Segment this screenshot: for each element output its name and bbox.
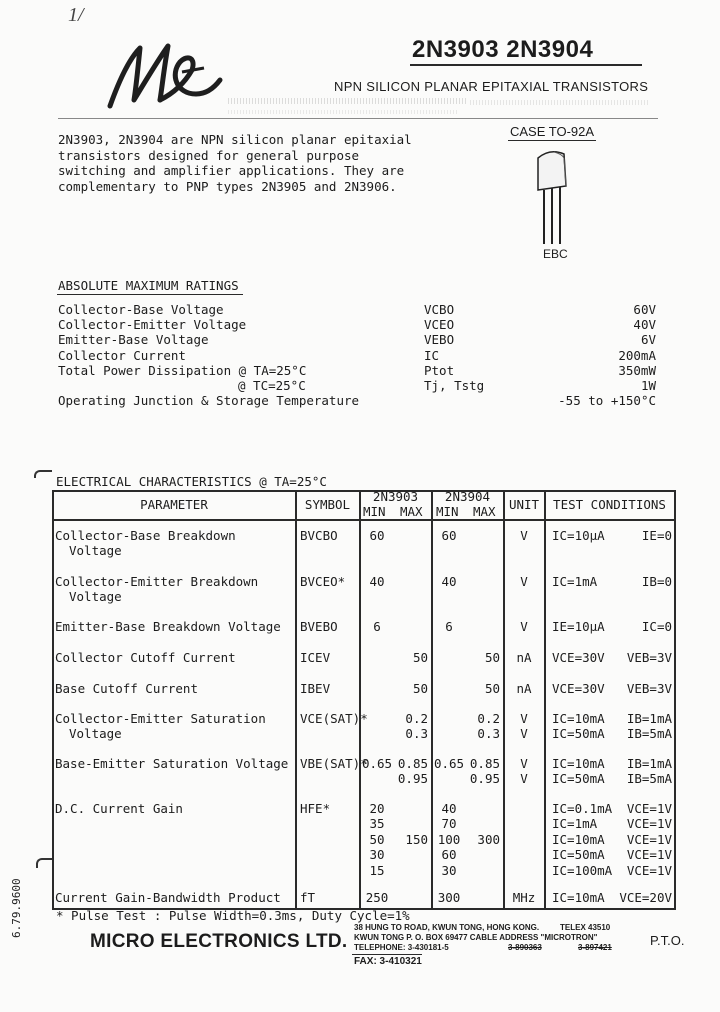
header-max: MAX (400, 504, 423, 519)
parameter-label: Voltage (69, 726, 122, 742)
cond-a-value: IC=10mA (552, 756, 605, 771)
phone-struck: 3-897421 (578, 943, 612, 952)
abs-symbol: VCBO (424, 302, 455, 317)
address-line: 38 HUNG TO ROAD, KWUN TONG, HONG KONG. (354, 923, 540, 932)
logo-text: ME (100, 28, 102, 29)
parameter-label: Collector Cutoff Current (55, 650, 236, 665)
min2-value: 60 (441, 528, 457, 543)
abs-max-heading: ABSOLUTE MAXIMUM RATINGS (58, 278, 239, 293)
min1-value: 30 (369, 847, 385, 863)
part-numbers: 2N3903 2N3904 (412, 36, 594, 63)
symbol-label: BVEBO (300, 619, 338, 634)
max2-value: 0.3 (477, 726, 500, 742)
scan-noise (470, 100, 650, 105)
cond-a-value: VCE=30V (552, 681, 605, 696)
parameter-label: Collector-Emitter Saturation (55, 711, 266, 726)
min1-value: 0.65 (361, 756, 393, 771)
min2-value: 70 (441, 816, 457, 832)
abs-symbol: Ptot (424, 362, 455, 378)
cond-b-value: VCE=1V (626, 831, 672, 847)
max2-value: 50 (484, 650, 500, 665)
min1-value: 40 (369, 574, 385, 589)
abs-param: Operating Junction & Storage Temperature (58, 393, 360, 409)
abs-value: 350mW (618, 362, 656, 378)
abs-max-symbols (424, 302, 484, 393)
description-line: switching and amplifier applications. They are (58, 163, 405, 178)
column-line (503, 490, 505, 910)
cond-a-value: IC=0.1mA (552, 801, 613, 816)
min2-value: 40 (441, 801, 457, 816)
abs-value: 6V (640, 332, 656, 348)
max1-value: 0.85 (397, 756, 428, 771)
header-2n3904: 2N3904 (444, 489, 491, 504)
cond-b-value: IB=0 (641, 574, 672, 589)
parameter-label: Collector-Base Breakdown (55, 528, 236, 543)
min2-value: 0.65 (433, 756, 465, 771)
max2-value: 50 (484, 681, 500, 696)
cond-b-value: VEB=3V (626, 650, 672, 665)
abs-param: Collector-Emitter Voltage (58, 317, 247, 333)
abs-value: 1W (640, 378, 656, 394)
max2-value: 300 (477, 831, 500, 847)
cond-b-value: VCE=1V (626, 862, 672, 878)
header-test-conditions: TEST CONDITIONS (553, 497, 666, 512)
abs-param: Collector-Base Voltage (58, 302, 224, 317)
table-border (52, 490, 54, 910)
header-min: MIN (363, 504, 386, 519)
abs-max-values (500, 302, 656, 408)
unit-value: V (520, 756, 528, 771)
abs-symbol: VEBO (424, 332, 455, 348)
max1-value: 50 (412, 681, 428, 696)
symbol-label: ICEV (300, 650, 331, 665)
cond-b-value: IB=1mA (626, 711, 672, 726)
column-line (544, 490, 546, 910)
cond-b-value: VCE=1V (626, 847, 672, 863)
cond-a-value: IE=10µA (552, 619, 605, 634)
phone-struck: 3-890363 (508, 943, 542, 952)
abs-value: 200mA (618, 347, 656, 363)
cond-a-value: IC=1mA (552, 816, 598, 832)
min1-value: 250 (365, 890, 389, 905)
cond-a-value: IC=50mA (552, 847, 605, 863)
min1-value: 50 (369, 831, 385, 847)
scan-noise (228, 98, 468, 104)
company-logo (100, 28, 230, 116)
symbol-label: HFE* (300, 801, 331, 816)
unit-value: V (520, 771, 528, 787)
min1-value: 35 (369, 816, 385, 832)
min2-value: 30 (441, 862, 457, 878)
min1-value: 60 (369, 528, 385, 543)
cond-b-value: IC=0 (641, 619, 672, 634)
description-line: complementary to PNP types 2N3905 and 2N3906. (58, 178, 397, 194)
min1-value: 15 (369, 862, 385, 878)
scan-artifact (34, 470, 52, 478)
unit-value: nA (516, 650, 532, 665)
abs-param: Collector Current (58, 347, 186, 363)
max2-value: 0.95 (469, 771, 500, 787)
unit-value: V (520, 711, 528, 726)
abs-param: Total Power Dissipation @ TA=25°C (58, 362, 307, 378)
unit-value: MHz (512, 890, 536, 905)
header-divider (58, 118, 658, 119)
description-line: 2N3903, 2N3904 are NPN silicon planar epitaxial (58, 132, 412, 147)
unit-value: V (520, 574, 528, 589)
fax-rule (352, 954, 422, 955)
abs-value: 60V (633, 302, 656, 317)
fax: FAX: 3-410321 (354, 956, 422, 967)
symbol-label: VBE(SAT)* (300, 756, 368, 771)
symbol-label: IBEV (300, 681, 331, 696)
max1-value: 0.95 (397, 771, 428, 787)
me-logo-mark (100, 28, 230, 116)
cond-b-value: IB=1mA (626, 756, 672, 771)
unit-value: V (520, 726, 528, 742)
parameter-label: Emitter-Base Breakdown Voltage (55, 619, 281, 634)
to92-package-icon (528, 148, 578, 252)
parameter-label: Voltage (69, 589, 122, 605)
header-unit: UNIT (508, 497, 540, 512)
parameter-label: Base-Emitter Saturation Voltage (55, 756, 289, 771)
telex: TELEX 43510 (560, 923, 611, 932)
abs-value: -55 to +150°C (558, 393, 656, 409)
description (58, 132, 412, 194)
max1-value: 50 (412, 650, 428, 665)
unit-value: nA (516, 681, 532, 696)
header-min: MIN (436, 504, 459, 519)
cond-b-value: IB=5mA (626, 726, 672, 742)
max1-value: 150 (405, 831, 428, 847)
unit-value: V (520, 528, 528, 543)
corner-mark: 1/ (68, 4, 84, 26)
cond-b-value: VCE=1V (626, 816, 672, 832)
unit-value: V (520, 619, 528, 634)
abs-param: Emitter-Base Voltage (58, 332, 209, 348)
pto-label: P.T.O. (650, 933, 685, 948)
abs-max-params (58, 302, 359, 408)
case-label: CASE TO-92A (510, 124, 595, 139)
abs-value: 40V (633, 317, 656, 333)
header-separator (52, 519, 675, 521)
abs-max-underline (57, 294, 243, 295)
header-parameter: PARAMETER (140, 497, 208, 512)
company-name: MICRO ELECTRONICS LTD. (90, 931, 348, 952)
abs-symbol: IC (424, 347, 440, 363)
max1-value: 0.3 (405, 726, 428, 742)
min2-value: 60 (441, 847, 457, 863)
cond-a-value: IC=10mA (552, 890, 605, 905)
symbol-label: BVCEO* (300, 574, 346, 589)
cond-a-value: IC=10µA (552, 528, 605, 543)
min1-value: 6 (373, 619, 381, 634)
cond-b-value: IE=0 (641, 528, 672, 543)
cond-a-value: IC=10mA (552, 831, 605, 847)
symbol-label: BVCBO (300, 528, 338, 543)
parameter-label: Base Cutoff Current (55, 681, 198, 696)
symbol-label: VCE(SAT)* (300, 711, 368, 726)
cond-b-value: VCE=20V (619, 890, 672, 905)
header-max: MAX (473, 504, 496, 519)
min2-value: 40 (441, 574, 457, 589)
max2-value: 0.2 (477, 711, 500, 726)
symbol-label: fT (300, 890, 316, 905)
cond-a-value: IC=1mA (552, 574, 598, 589)
min2-value: 300 (437, 890, 461, 905)
scan-artifact (36, 858, 52, 868)
cond-a-value: VCE=30V (552, 650, 605, 665)
case-underline (508, 140, 596, 141)
max2-value: 0.85 (469, 756, 500, 771)
scan-noise (228, 110, 458, 114)
min1-value: 20 (369, 801, 385, 816)
parameter-label: Voltage (69, 543, 122, 559)
po-box-line: KWUN TONG P. O. BOX 69477 CABLE ADDRESS "MICROTRON" (354, 933, 598, 942)
pulse-footnote: * Pulse Test : Pulse Width=0.3ms, Duty Cycle=1% (56, 908, 410, 923)
table-border (674, 490, 676, 910)
cond-a-value: IC=50mA (552, 771, 605, 787)
parameter-label: D.C. Current Gain (55, 801, 183, 816)
pinout-label: EBC (543, 247, 568, 261)
abs-param: @ TC=25°C (238, 378, 306, 394)
parameter-label: Current Gain-Bandwidth Product (55, 890, 281, 905)
title-underline (410, 64, 642, 66)
min2-value: 100 (437, 831, 461, 847)
parameter-label: Collector-Emitter Breakdown (55, 574, 259, 589)
header-symbol: SYMBOL (304, 497, 351, 512)
description-line: transistors designed for general purpose (58, 147, 360, 163)
telephone: TELEPHONE: 3-430181-5 (354, 943, 449, 952)
subtitle: NPN SILICON PLANAR EPITAXIAL TRANSISTORS (334, 79, 649, 94)
max1-value: 0.2 (405, 711, 428, 726)
header-2n3903: 2N3903 (372, 489, 419, 504)
cond-b-value: IB=5mA (626, 771, 672, 787)
abs-symbol: Tj, Tstg (424, 378, 485, 394)
cond-a-value: IC=10mA (552, 711, 605, 726)
cond-a-value: IC=100mA (552, 862, 613, 878)
cond-a-value: IC=50mA (552, 726, 605, 742)
cond-b-value: VCE=1V (626, 801, 672, 816)
side-code: 6.79.9600 (10, 878, 23, 938)
min2-value: 6 (445, 619, 453, 634)
cond-b-value: VEB=3V (626, 681, 672, 696)
abs-symbol: VCEO (424, 317, 455, 333)
electrical-heading: ELECTRICAL CHARACTERISTICS @ TA=25°C (56, 474, 327, 489)
column-line (295, 490, 297, 910)
